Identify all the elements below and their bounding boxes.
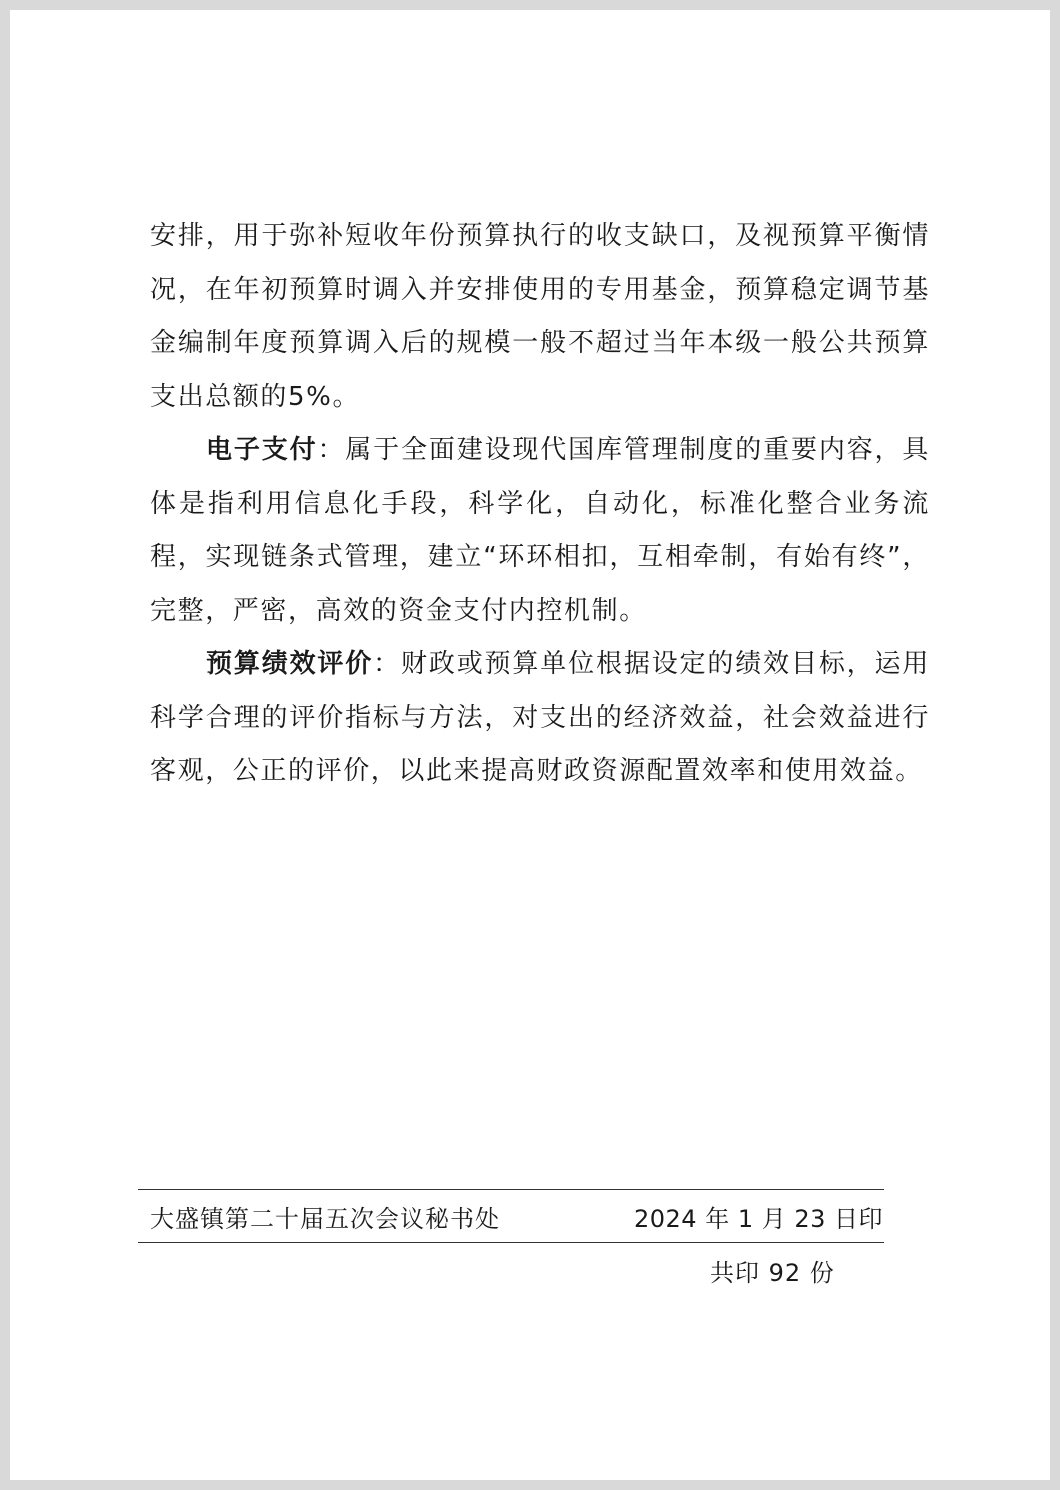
paragraph-electronic-payment (150, 424, 930, 638)
document-body (150, 210, 930, 799)
footer-issuer: 大盛镇第二十届五次会议秘书处 (150, 1205, 500, 1233)
definition-electronic-payment: ：属于全面建设现代国库管理制度的重要内容，具体是指利用信息化手段，科学化，自动化，标准化整合业务流程，实现链条式管理，建立“环环相扣，互相牵制，有始有终”，完整，严密，高效的资金支付内控机制。 (150, 435, 931, 626)
term-electronic-payment: 电子支付 (206, 435, 318, 465)
paragraph-text: 安排，用于弥补短收年份预算执行的收支缺口，及视预算平衡情况，在年初预算时调入并安排使用的专用基金，预算稳定调节基金编制年度预算调入后的规模一般不超过当年本级一般公共预算支出总额的5%。 (150, 221, 930, 412)
footer-top-rule (138, 1189, 884, 1190)
term-performance-evaluation: 预算绩效评价 (206, 649, 374, 679)
footer-bottom-rule (138, 1242, 884, 1243)
document-page (10, 10, 1050, 1480)
definition-performance-evaluation: ：财政或预算单位根据设定的绩效目标，运用科学合理的评价指标与方法，对支出的经济效益，社会效益进行客观，公正的评价，以此来提高财政资源配置效率和使用效益。 (150, 649, 930, 786)
paragraph-performance-evaluation (150, 638, 930, 799)
footer-copies: 共印 92 份 (710, 1259, 835, 1287)
paragraph-continuation (150, 210, 930, 424)
footer-print-date: 2024 年 1 月 23 日印 (634, 1205, 884, 1233)
